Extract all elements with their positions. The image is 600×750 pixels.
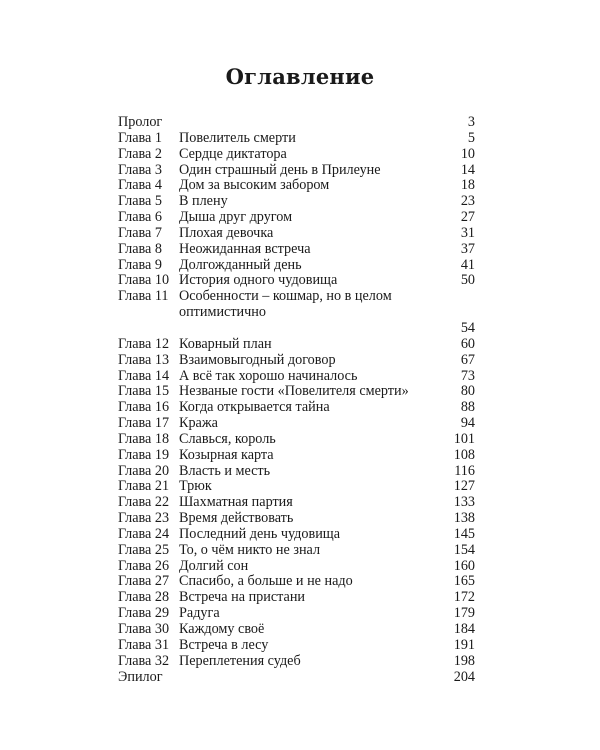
page-number: 88 [460, 399, 475, 416]
chapter-label: Глава 23 [118, 510, 170, 527]
chapter-label: Глава 13 [118, 351, 170, 368]
page-number: 54 [460, 319, 475, 336]
page-number: 14 [460, 161, 475, 178]
chapter-label: Глава 15 [118, 383, 170, 400]
chapter-label: Глава 25 [118, 541, 170, 558]
chapter-label: Глава 2 [118, 145, 162, 162]
toc-entry [118, 321, 475, 337]
page-number: 138 [453, 510, 475, 527]
table-of-contents [118, 115, 475, 685]
toc-entry [118, 416, 475, 432]
page-number: 37 [460, 240, 475, 257]
chapter-label: Глава 31 [118, 636, 170, 653]
page-number: 80 [460, 383, 475, 400]
chapter-title: Встреча на пристани [179, 589, 306, 606]
chapter-label: Глава 11 [118, 288, 169, 305]
page-number: 10 [460, 145, 475, 162]
toc-entry [118, 289, 475, 305]
page-number: 116 [454, 462, 475, 479]
chapter-title: Власть и месть [179, 462, 271, 479]
chapter-label: Глава 5 [118, 193, 162, 210]
chapter-title: Трюк [179, 478, 212, 495]
toc-entry [118, 178, 475, 194]
chapter-label: Глава 30 [118, 621, 170, 637]
chapter-title: Неожиданная встреча [179, 240, 311, 257]
page-number: 198 [453, 652, 475, 669]
chapter-title: Повелитель смерти [179, 129, 296, 146]
chapter-label: Глава 18 [118, 430, 170, 447]
chapter-label: Глава 7 [118, 224, 162, 241]
chapter-title: Козырная карта [179, 446, 274, 463]
page-number: 101 [453, 430, 475, 447]
toc-entry [118, 353, 475, 369]
chapter-title: Кража [179, 415, 218, 432]
toc-entry [118, 511, 475, 527]
toc-entry [118, 115, 475, 131]
page-number: 184 [453, 621, 475, 637]
chapter-label: Глава 21 [118, 478, 170, 495]
toc-entry [118, 163, 475, 179]
chapter-title: Сердце диктатора [179, 145, 287, 162]
chapter-label: Глава 4 [118, 177, 162, 194]
toc-entry [118, 305, 475, 321]
toc-entry [118, 432, 475, 448]
chapter-title: Один страшный день в Прилеуне [179, 161, 381, 178]
chapter-label: Глава 26 [118, 557, 170, 574]
toc-entry [118, 258, 475, 274]
chapter-title: Дыша друг другом [179, 209, 293, 226]
toc-entry [118, 242, 475, 258]
page-number: 23 [460, 193, 475, 210]
chapter-title: оптимистично [179, 304, 266, 321]
chapter-title: Незваные гости «Повелителя смерти» [179, 383, 409, 400]
page-number: 108 [453, 446, 475, 463]
toc-entry [118, 210, 475, 226]
chapter-title: Дом за высоким забором [179, 177, 330, 194]
toc-entry [118, 131, 475, 147]
chapter-title: Коварный план [179, 335, 272, 352]
chapter-label: Глава 27 [118, 573, 170, 590]
toc-entry [118, 543, 475, 559]
chapter-label: Глава 6 [118, 209, 162, 226]
chapter-label: Пролог [118, 114, 163, 130]
toc-entry [118, 622, 475, 638]
chapter-title: Время действовать [179, 510, 294, 527]
page-number: 67 [460, 351, 475, 368]
page-number: 191 [453, 636, 475, 653]
chapter-title: Плохая девочка [179, 224, 274, 241]
chapter-title: Долгожданный день [179, 256, 302, 273]
chapter-label: Глава 9 [118, 256, 162, 273]
toc-entry [118, 400, 475, 416]
chapter-label: Глава 17 [118, 415, 170, 432]
chapter-title: Переплетения судеб [179, 652, 301, 669]
toc-entry [118, 638, 475, 654]
page-number: 18 [460, 177, 475, 194]
chapter-title: Шахматная партия [179, 494, 293, 511]
page-number: 145 [453, 525, 475, 542]
chapter-label: Глава 10 [118, 272, 170, 289]
toc-entry [118, 273, 475, 289]
chapter-label: Глава 28 [118, 589, 170, 606]
chapter-label: Глава 24 [118, 525, 170, 542]
chapter-label: Глава 14 [118, 367, 170, 384]
chapter-title: В плену [179, 193, 228, 210]
chapter-title: Радуга [179, 605, 220, 622]
page-number: 5 [467, 129, 475, 146]
toc-entry [118, 479, 475, 495]
chapter-label: Глава 3 [118, 161, 162, 178]
chapter-title: Когда открывается тайна [179, 399, 330, 416]
chapter-label: Глава 19 [118, 446, 170, 463]
toc-entry [118, 495, 475, 511]
page-number: 31 [460, 224, 475, 241]
chapter-label: Глава 29 [118, 605, 170, 622]
toc-entry [118, 337, 475, 353]
toc-entry [118, 527, 475, 543]
page-number: 160 [453, 557, 475, 574]
chapter-label: Эпилог [118, 668, 163, 685]
chapter-title: А всё так хорошо начиналось [179, 367, 358, 384]
chapter-label: Глава 12 [118, 335, 170, 352]
page-number: 127 [453, 478, 475, 495]
chapter-title: Взаимовыгодный договор [179, 351, 336, 368]
page-number: 165 [453, 573, 475, 590]
chapter-title: Встреча в лесу [179, 636, 269, 653]
chapter-label: Глава 20 [118, 462, 170, 479]
chapter-title: История одного чудовища [179, 272, 338, 289]
toc-entry [118, 559, 475, 575]
page-number: 3 [467, 114, 475, 130]
chapter-label: Глава 16 [118, 399, 170, 416]
chapter-title: Последний день чудовища [179, 525, 341, 542]
page-number: 50 [460, 272, 475, 289]
toc-entry [118, 384, 475, 400]
chapter-title: Спасибо, а больше и не надо [179, 573, 353, 590]
toc-entry [118, 606, 475, 622]
page-number: 94 [460, 415, 475, 432]
page-number: 179 [453, 605, 475, 622]
chapter-title: То, о чём никто не знал [179, 541, 321, 558]
chapter-title: Особенности – кошмар, но в целом [179, 288, 392, 305]
page-number: 27 [460, 209, 475, 226]
toc-entry [118, 590, 475, 606]
page-number: 204 [453, 668, 475, 685]
toc-entry [118, 464, 475, 480]
chapter-label: Глава 22 [118, 494, 170, 511]
chapter-title: Славься, король [179, 430, 276, 447]
chapter-label: Глава 8 [118, 240, 162, 257]
toc-entry [118, 574, 475, 590]
page-number: 172 [453, 589, 475, 606]
toc-entry [118, 654, 475, 670]
toc-entry [118, 226, 475, 242]
page-title: Оглавление [225, 64, 375, 89]
toc-entry [118, 147, 475, 163]
toc-entry [118, 194, 475, 210]
toc-entry [118, 369, 475, 385]
page-number: 41 [460, 256, 475, 273]
chapter-label: Глава 1 [118, 129, 162, 146]
toc-entry [118, 448, 475, 464]
page-number: 154 [453, 541, 475, 558]
page-number: 73 [460, 367, 475, 384]
page-number: 133 [453, 494, 475, 511]
toc-entry [118, 670, 475, 686]
chapter-label: Глава 32 [118, 652, 170, 669]
page-number: 60 [460, 335, 475, 352]
chapter-title: Каждому своё [179, 621, 265, 637]
chapter-title: Долгий сон [179, 557, 249, 574]
